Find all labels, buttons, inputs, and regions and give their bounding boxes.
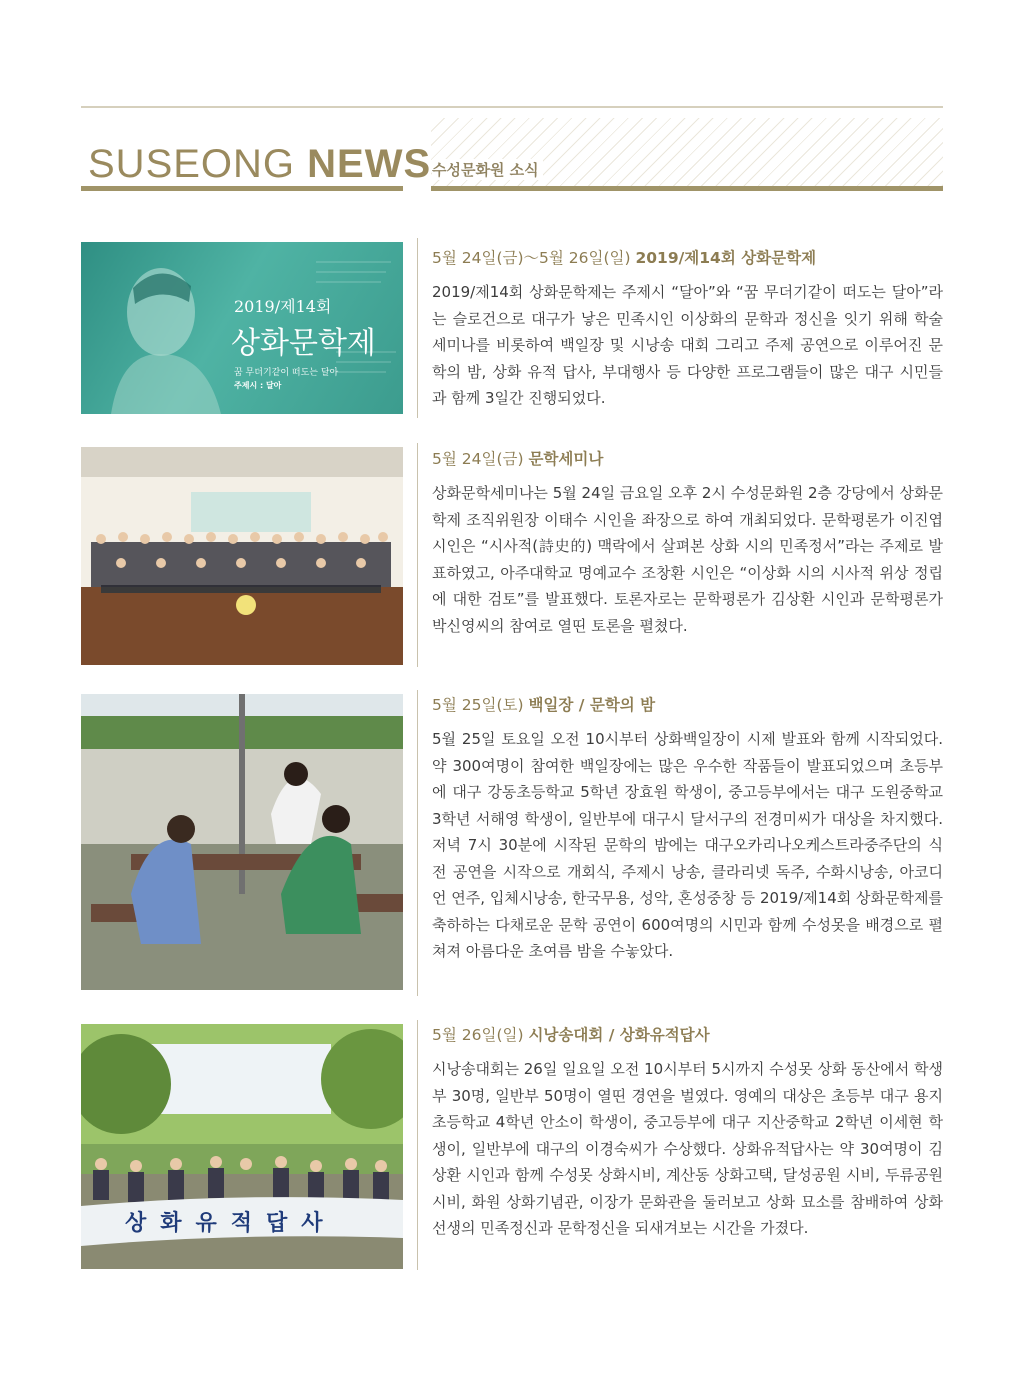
article-divider <box>417 690 418 996</box>
article-text <box>432 694 943 965</box>
article-text <box>432 247 943 412</box>
poster-title: 상화문학제 <box>231 326 376 361</box>
article-festival <box>81 238 943 418</box>
article-body: 시낭송대회는 26일 일요일 오전 10시부터 5시까지 수성못 상화 동산에서 학생부 30명, 일반부 50명이 열띤 경연을 벌였다. 영예의 대상은 초등부 대구 용지초등학교 4학년 안소이 학생이, 중고등부에 대구 지산중학교 2학년 이세현 학생이, 일반부에 대구의 이경숙씨가 수상했다. 상화유적답사는 약 30여명이 김상환 시인과 함께 수성못 상화시비, 계산동 상화고택, 달성공원 시비, 두류공원 시비, 화원 상화기념관, 이장가 문화관을 둘러보고 상화 묘소를 참배하여 상화 선생의 민족정신과 문학정신을 되새겨보는 시간을 가졌다. <box>432 1060 943 1237</box>
article-text <box>432 1024 943 1242</box>
article-divider <box>417 443 418 667</box>
article-text <box>432 448 943 639</box>
top-rule <box>81 106 943 108</box>
article-seminar <box>81 443 943 667</box>
poster-edition: 2019/제14회 <box>234 297 332 316</box>
festival-poster <box>81 242 403 414</box>
brand-underline <box>81 186 403 191</box>
poster-theme: 주제시 : 달아 <box>234 381 282 390</box>
article-heading: 5월 26일(일) 시낭송대회 / 상화유적답사 <box>432 1026 710 1044</box>
article-body: 2019/제14회 상화문학제는 주제시 “달아”와 “꿈 무더기같이 떠도는 달아”라는 슬로건으로 대구가 낳은 민족시인 이상화의 문학과 정신을 잇기 위해 학술세미나를 비롯하여 백일장 및 시낭송 대회 그리고 주제 공연으로 이루어진 문학의 밤, 상화 유적 답사, 부대행사 등 다양한 프로그램들이 많은 대구 시민들과 함께 3일간 진행되었다. <box>432 283 943 407</box>
article-writing-contest <box>81 690 943 996</box>
article-divider <box>417 238 418 418</box>
section-subtitle: 수성문화원 소식 <box>432 159 543 180</box>
article-body: 상화문학세미나는 5월 24일 금요일 오후 2시 수성문화원 2층 강당에서 상화문학제 조직위원장 이태수 시인을 좌장으로 하여 개최되었다. 문학평론가 이진엽 시인은 “시사적(詩史的) 맥락에서 살펴본 상화 시의 민족정서”라는 주제로 발표하였고, 아주대학교 명예교수 조창환 시인은 “이상화 시의 시사적 위상 정립에 대한 검토”를 발표했다. 토론자로는 문학평론가 김상환 시인과 문학평론가 박신영씨의 참여로 열띤 토론을 펼쳤다. <box>432 484 943 635</box>
subtitle-underline <box>431 186 943 191</box>
article-heading: 5월 24일(금) 문학세미나 <box>432 450 604 468</box>
seminar-photo <box>81 447 403 665</box>
article-body: 5월 25일 토요일 오전 10시부터 상화백일장이 시제 발표와 함께 시작되었다. 약 300여명이 참여한 백일장에는 많은 우수한 작품들이 발표되었으며 초등부에 대구 강동초등학교 5학년 장효원 학생이, 중고등부에서는 대구 도원중학교 3학년 서해영 학생이, 일반부에 대구시 달서구의 전경미씨가 대상을 차지했다. 저녁 7시 30분에 시작된 문학의 밤에는 대구오카리나오케스트라중주단의 식전 공연을 시작으로 개회식, 주제시 낭송, 클라리넷 독주, 수화시낭송, 아코디언 연주, 입체시낭송, 한국무용, 성악, 혼성중창 등 2019/제14회 상화문학제를 축하하는 다채로운 문학 공연이 600여명의 시민과 함께 수성못을 배경으로 펼쳐져 아름다운 초여름 밤을 수놓았다. <box>432 730 943 960</box>
article-divider <box>417 1020 418 1270</box>
brand-title: SUSEONG NEWS <box>88 142 432 186</box>
poster-slogan: 꿈 무더기같이 떠도는 달아 <box>234 368 339 378</box>
writing-contest-photo <box>81 694 403 990</box>
article-recitation <box>81 1020 943 1270</box>
heritage-tour-photo <box>81 1024 403 1269</box>
seminar-group-icon <box>81 447 403 665</box>
article-heading: 5월 24일(금)〜5월 26일(일) 2019/제14회 상화문학제 <box>432 249 817 267</box>
article-heading: 5월 25일(토) 백일장 / 문학의 밤 <box>432 696 656 714</box>
children-writing-icon <box>81 694 403 990</box>
tour-banner: 상화유적답사 <box>125 1211 337 1236</box>
section-header <box>81 118 943 194</box>
